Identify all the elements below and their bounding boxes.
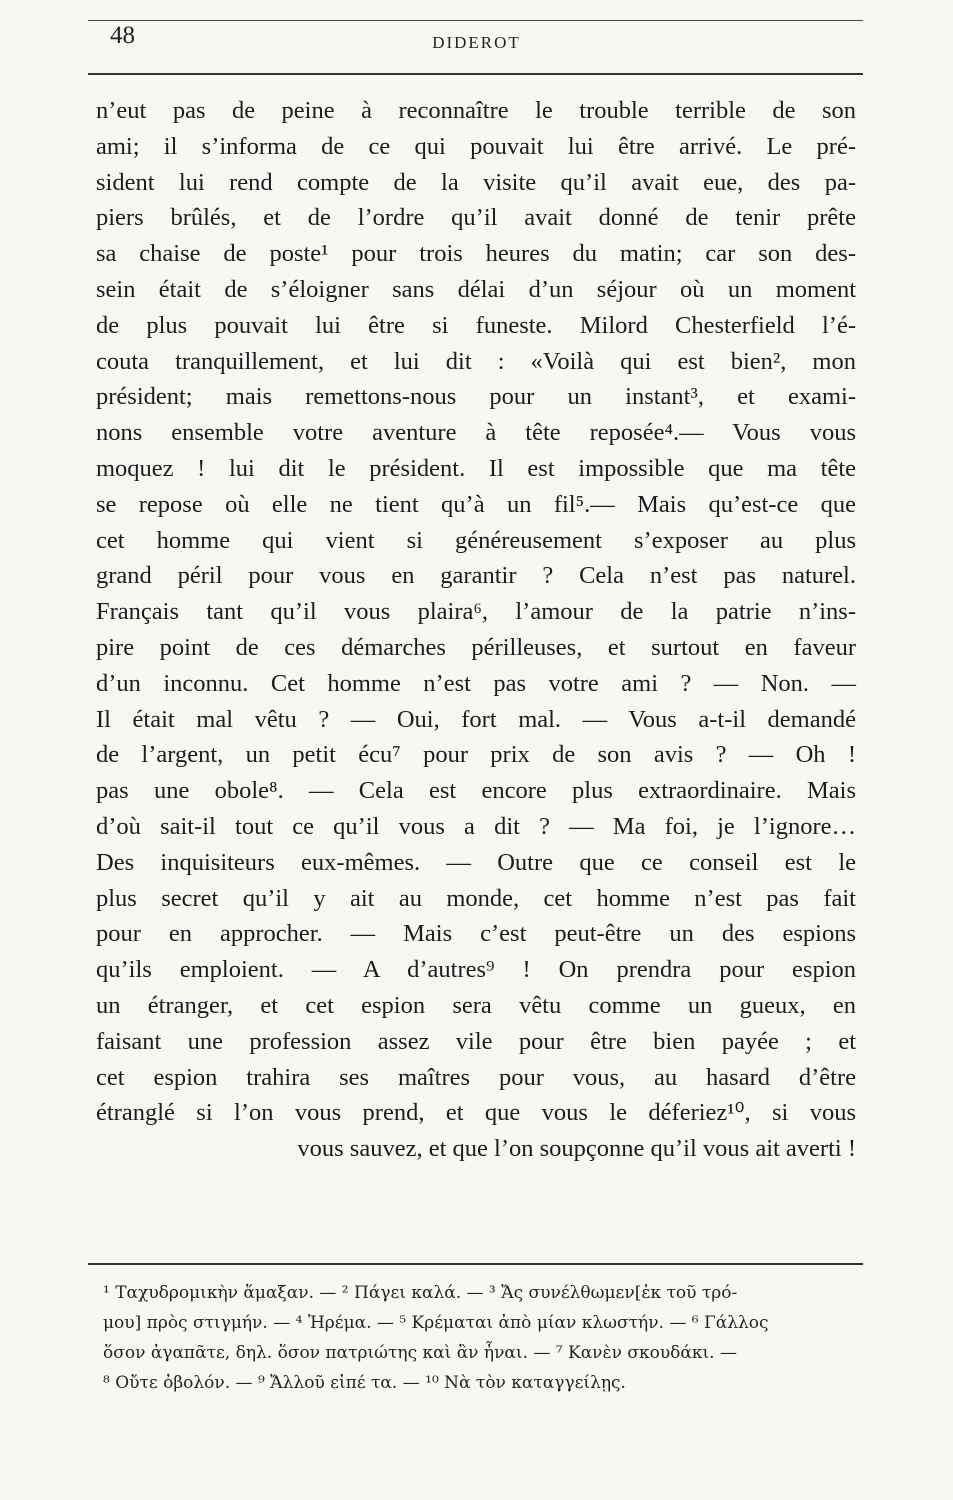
footnote-line: ¹ Ταχυδρομικὴν ἅμαξαν. — ² Πάγει καλά. — ³ Ἄς συνέλθωμεν[ἐκ τοῦ τρό- [103, 1283, 738, 1303]
text-line: couta tranquillement, et lui dit : «Voilà qui est bien², mon [96, 347, 856, 375]
footnotes [103, 1278, 853, 1398]
running-title: DIDEROT [432, 33, 521, 52]
text-line: nons ensemble votre aventure à tête reposée⁴.— Vous vous [96, 419, 856, 447]
text-line: pire point de ces démarches périlleuses, et surtout en faveur [96, 633, 856, 661]
text-line: qu’ils emploient. — A d’autres⁹ ! On prendra pour espion [96, 956, 856, 984]
text-line: n’eut pas de peine à reconnaître le trouble terrible de son [96, 97, 856, 124]
text-line: grand péril pour vous en garantir ? Cela n’est pas naturel. [96, 562, 856, 590]
text-line: cet homme qui vient si généreusement s’exposer au plus [96, 526, 856, 554]
text-line: d’où sait-il tout ce qu’il vous a dit ? — Ma foi, je l’ignore… [96, 812, 856, 840]
footnote-line: ⁸ Οὔτε ὀβολόν. — ⁹ Ἄλλοῦ εἰπέ τα. — ¹⁰ Νὰ τὸν καταγγείλῃς. [103, 1373, 626, 1393]
text-line: piers brûlés, et de l’ordre qu’il avait donné de tenir prête [96, 204, 856, 232]
text-line: Il était mal vêtu ? — Oui, fort mal. — Vous a-t-il demandé [96, 705, 856, 733]
text-line: sa chaise de poste¹ pour trois heures du matin; car son des- [96, 240, 856, 268]
top-rule [88, 20, 863, 21]
body-text [96, 93, 856, 1167]
text-line: sident lui rend compte de la visite qu’il avait eue, des pa- [96, 168, 856, 196]
text-line: président; mais remettons-nous pour un instant³, et exami- [96, 383, 856, 411]
text-line: étranglé si l’on vous prend, et que vous le déferiez¹⁰, si vous [96, 1099, 856, 1127]
text-line: Des inquisiteurs eux-mêmes. — Outre que ce conseil est le [96, 848, 856, 876]
text-line: faisant une profession assez vile pour être bien payée ; et [96, 1027, 856, 1055]
text-line: un étranger, et cet espion sera vêtu comme un gueux, en [96, 991, 856, 1019]
text-line: de plus pouvait lui être si funeste. Milord Chesterfield l’é- [96, 311, 856, 339]
footnote-rule [88, 1263, 863, 1265]
text-line: se repose où elle ne tient qu’à un fil⁵.— Mais qu’est-ce que [96, 490, 856, 518]
text-line: vous sauvez, et que l’on soupçonne qu’il vous ait averti ! [297, 1135, 856, 1163]
text-line: de l’argent, un petit écu⁷ pour prix de son avis ? — Oh ! [96, 741, 856, 769]
footnote-line: μου] πρὸς στιγμήν. — ⁴ Ἠρέμα. — ⁵ Κρέμαται ἀπὸ μίαν κλωστήν. — ⁶ Γάλλος [103, 1313, 769, 1333]
text-line: Français tant qu’il vous plaira⁶, l’amour de la patrie n’ins- [96, 598, 856, 626]
text-line: cet espion trahira ses maîtres pour vous, au hasard d’être [96, 1063, 856, 1091]
text-line: moquez ! lui dit le président. Il est impossible que ma tête [96, 454, 856, 482]
page-number: 48 [110, 22, 135, 49]
text-line: ami; il s’informa de ce qui pouvait lui être arrivé. Le pré- [96, 132, 856, 160]
header-rule [88, 73, 863, 75]
text-line: pour en approcher. — Mais c’est peut-être un des espions [96, 920, 856, 948]
text-line: plus secret qu’il y ait au monde, cet homme n’est pas fait [96, 884, 856, 912]
text-line: d’un inconnu. Cet homme n’est pas votre ami ? — Non. — [96, 669, 856, 697]
text-line: sein était de s’éloigner sans délai d’un séjour où un moment [96, 275, 856, 303]
footnote-line: ὅσον ἀγαπᾶτε, δηλ. ὅσον πατριώτης καὶ ἂν ἦναι. — ⁷ Κανὲν σκουδάκι. — [103, 1343, 737, 1363]
text-line: pas une obole⁸. — Cela est encore plus extraordinaire. Mais [96, 777, 856, 805]
